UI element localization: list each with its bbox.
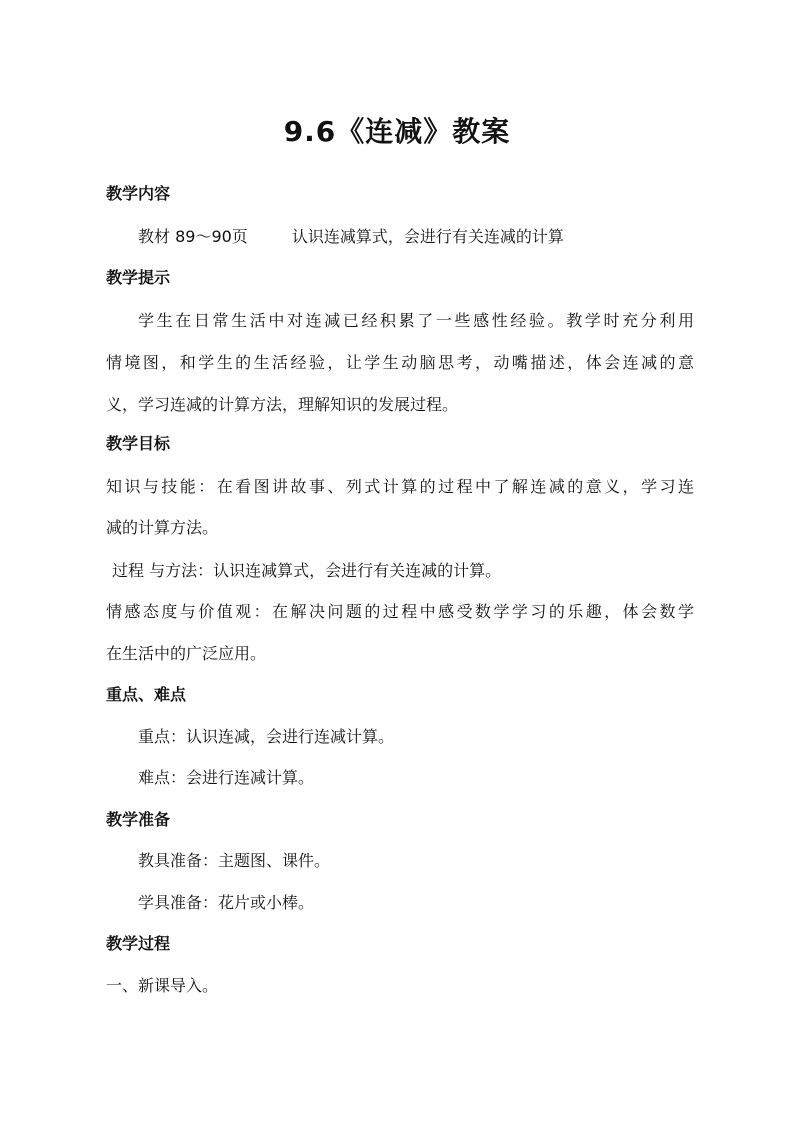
goal-process: 过程 与方法：认识连减算式，会进行有关连减的计算。 [112, 561, 502, 580]
section-heading-process: 教学过程 [106, 934, 171, 953]
content-line [138, 227, 728, 247]
student-materials: 学具准备：花片或小棒。 [138, 893, 315, 912]
goal-knowledge-line-2: 减的计算方法。 [106, 518, 219, 537]
section-heading-hints: 教学提示 [106, 268, 171, 287]
hint-paragraph-line-2: 情境图，和学生的生活经验，让学生动脑思考，动嘴描述，体会连减的意 [106, 353, 694, 372]
process-step-1: 一、新课导入。 [106, 976, 219, 995]
textbook-pages: 教材 89～90页 [138, 227, 248, 246]
section-heading-content: 教学内容 [106, 184, 171, 203]
content-summary: 认识连减算式，会进行有关连减的计算 [291, 227, 564, 246]
hint-paragraph-line-3: 义，学习连减的计算方法，理解知识的发展过程。 [106, 395, 459, 414]
hint-paragraph-line-1: 学生在日常生活中对连减已经积累了一些感性经验。教学时充分利用 [138, 311, 694, 330]
section-heading-goals: 教学目标 [106, 434, 171, 453]
goal-emotion-line-1: 情感态度与价值观：在解决问题的过程中感受数学学习的乐趣，体会数学 [106, 602, 694, 621]
section-heading-keypoints: 重点、难点 [106, 685, 187, 704]
goal-emotion-line-2: 在生活中的广泛应用。 [106, 644, 267, 663]
key-point: 重点：认识连减，会进行连减计算。 [138, 727, 395, 746]
section-heading-preparation: 教学准备 [106, 810, 171, 829]
goal-knowledge-line-1: 知识与技能：在看图讲故事、列式计算的过程中了解连减的意义，学习连 [106, 477, 694, 496]
difficult-point: 难点：会进行连减计算。 [138, 768, 315, 787]
page-title: 9.6《连减》教案 [283, 115, 511, 148]
teacher-materials: 教具准备：主题图、课件。 [138, 851, 331, 870]
